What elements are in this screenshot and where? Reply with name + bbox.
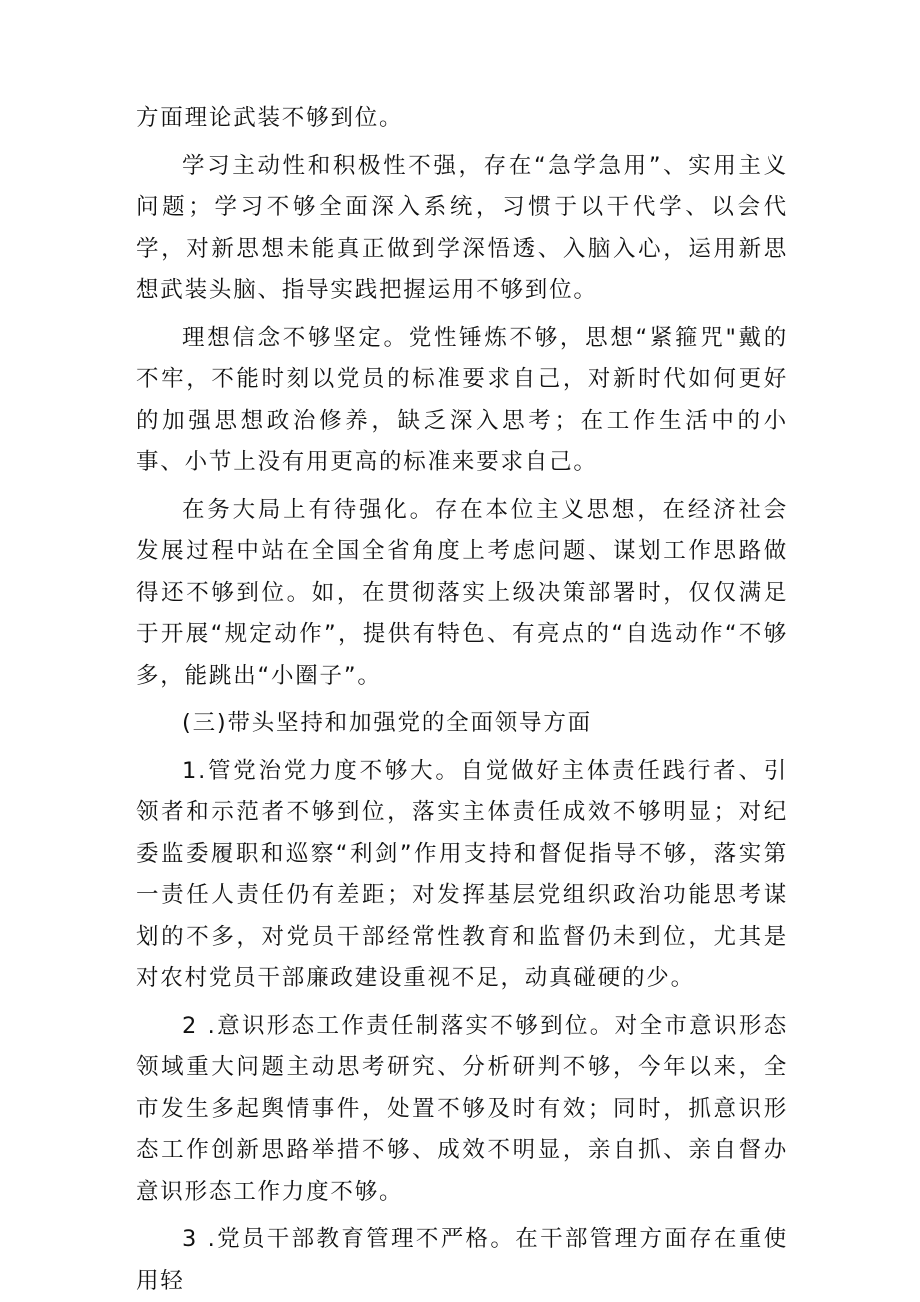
paragraph-item-1-party-governance: 1.管党治党力度不够大。自觉做好主体责任践行者、引领者和示范者不够到位，落实主体责任成效不够明显；对纪委监委履职和巡察“利剑”作用支持和督促指导不够，落实第一责任人责任仍有差距；对发挥基层党组织政治功能思考谋划的不多，对党员干部经常性教育和监督仍未到位，尤其是对农村党员干部廉政建设重视不足，动真碰硬的少。: [136, 757, 788, 991]
paragraph-study-initiative: 学习主动性和积极性不强，存在“急学急用”、实用主义问题；学习不够全面深入系统，习惯于以干代学、以会代学，对新思想未能真正做到学深悟透、入脑入心，运用新思想武装头脑、指导实践把握运用不够到位。: [136, 152, 788, 303]
paragraph-continuation: 方面理论武装不够到位。: [136, 105, 404, 131]
paragraph-overall-situation: 在务大局上有待强化。存在本位主义思想，在经济社会发展过程中站在全国全省角度上考虑问题、谋划工作思路做得还不够到位。如，在贯彻落实上级决策部署时，仅仅满足于开展“规定动作”，提供有特色、有亮点的“自选动作“不够多，能跳出“小圈子”。: [136, 496, 788, 689]
paragraph-item-2-ideology-work: 2 .意识形态工作责任制落实不够到位。对全市意识形态领域重大问题主动思考研究、分析研判不够，今年以来，全市发生多起舆情事件，处置不够及时有效；同时，抓意识形态工作创新思路举措不够、成效不明显，亲自抓、亲自督办意识形态工作力度不够。: [136, 1012, 788, 1205]
paragraph-item-3-cadre-management: 3 .党员干部教育管理不严格。在干部管理方面存在重使用轻: [136, 1226, 788, 1294]
section-heading-party-leadership: (三)带头坚持和加强党的全面领导方面: [182, 710, 592, 736]
paragraph-ideals-belief: 理想信念不够坚定。党性锤炼不够，思想“紧箍咒"戴的不牢，不能时刻以党员的标准要求自己，对新时代如何更好的加强思想政治修养，缺乏深入思考；在工作生活中的小事、小节上没有用更高的标准来要求自己。: [136, 324, 788, 475]
